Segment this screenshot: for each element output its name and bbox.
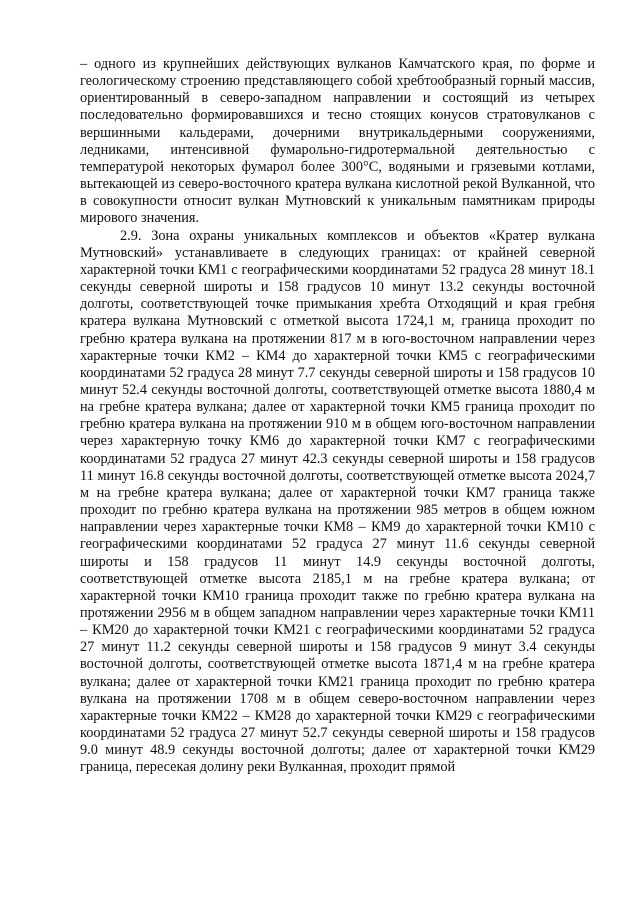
paragraph-zone-boundaries: 2.9. Зона охраны уникальных комплексов и объектов «Кратер вулкана Мутновский» устанавливаете в следующих границах: от крайней северной характерной точки КМ1 с географическими координатами 52 градуса 28 минут 18.1 секунды северной широты и 158 градусов 10 минут 13.2 секунды восточной долготы, соответствующей точке примыкания хребта Отходящий и края гребня кратера вулкана Мутновский с отметкой высота 1724,1 м, граница проходит по гребню кратера вулкана на протяжении 817 м в юго-восточном направлении через характерные точки КМ2 – КМ4 до характерной точки КМ5 с географическими координатами 52 градуса 28 минут 7.7 секунды северной широты и 158 градусов 10 минут 52.4 секунды восточной долготы, соответствующей отметке высота 1880,4 м на гребне кратера вулкана; далее от характерной точки КМ5 граница проходит по гребню кратера вулкана на протяжении 910 м в общем юго-восточном направлении через характерную точку КМ6 до характерной точки КМ7 с географическими координатами 52 градуса 27 минут 42.3 секунды северной широты и 158 градусов 11 минут 16.8 секунды восточной долготы, соответствующей отметке высота 2024,7 м на гребне кратера вулкана; далее от характерной точки КМ7 граница также проходит по гребню кратера вулкана на протяжении 985 метров в общем южном направлении через характерные точки КМ8 – КМ9 до характерной точки КМ10 с географическими координатами 52 градуса 27 минут 11.6 секунды северной широты и 158 градусов 11 минут 14.9 секунды восточной долготы, соответствующей отметке высота 2185,1 м на гребне кратера вулкана; от характерной точки КМ10 граница проходит также по гребню кратера вулкана на протяжении 2956 м в общем западном направлении через характерные точки КМ11 – КМ20 до характерной точки КМ21 с географическими координатами 52 градуса 27 минут 11.2 секунды северной широты и 158 градусов 9 минут 3.4 секунды восточной долготы, соответствующей отметке высота 1871,4 м на гребне кратера вулкана; далее от характерной точки КМ21 граница проходит по гребню кратера вулкана на протяжении 1708 м в общем северо-восточном направлении через характерные точки КМ22 – КМ28 до характерной точки КМ29 с географическими координатами 52 градуса 27 минут 52.7 секунды северной широты и 158 градусов 9.0 минут 48.9 секунды восточной долготы; далее от характерной точки КМ29 граница, пересекая долину реки Вулканная, проходит прямой [80, 227, 595, 776]
document-page [80, 56, 595, 777]
paragraph-volcano-description: – одного из крупнейших действующих вулканов Камчатского края, по форме и геологическому строению представляющего собой хребтообразный горный массив, ориентированный в северо-западном направлении и состоящий из четырех последовательно формировавшихся и тесно стоящих конусов стратовулканов с вершинными кальдерами, дочерними внутрикальдерными сооружениями, ледниками, интенсивной фумарольно-гидротермальной деятельностью с температурой некоторых фумарол более 300°С, водяными и грязевыми котлами, вытекающей из северо-восточного кратера вулкана кислотной рекой Вулканной, что в совокупности относит вулкан Мутновский к уникальным памятникам природы мирового значения. [80, 56, 595, 227]
